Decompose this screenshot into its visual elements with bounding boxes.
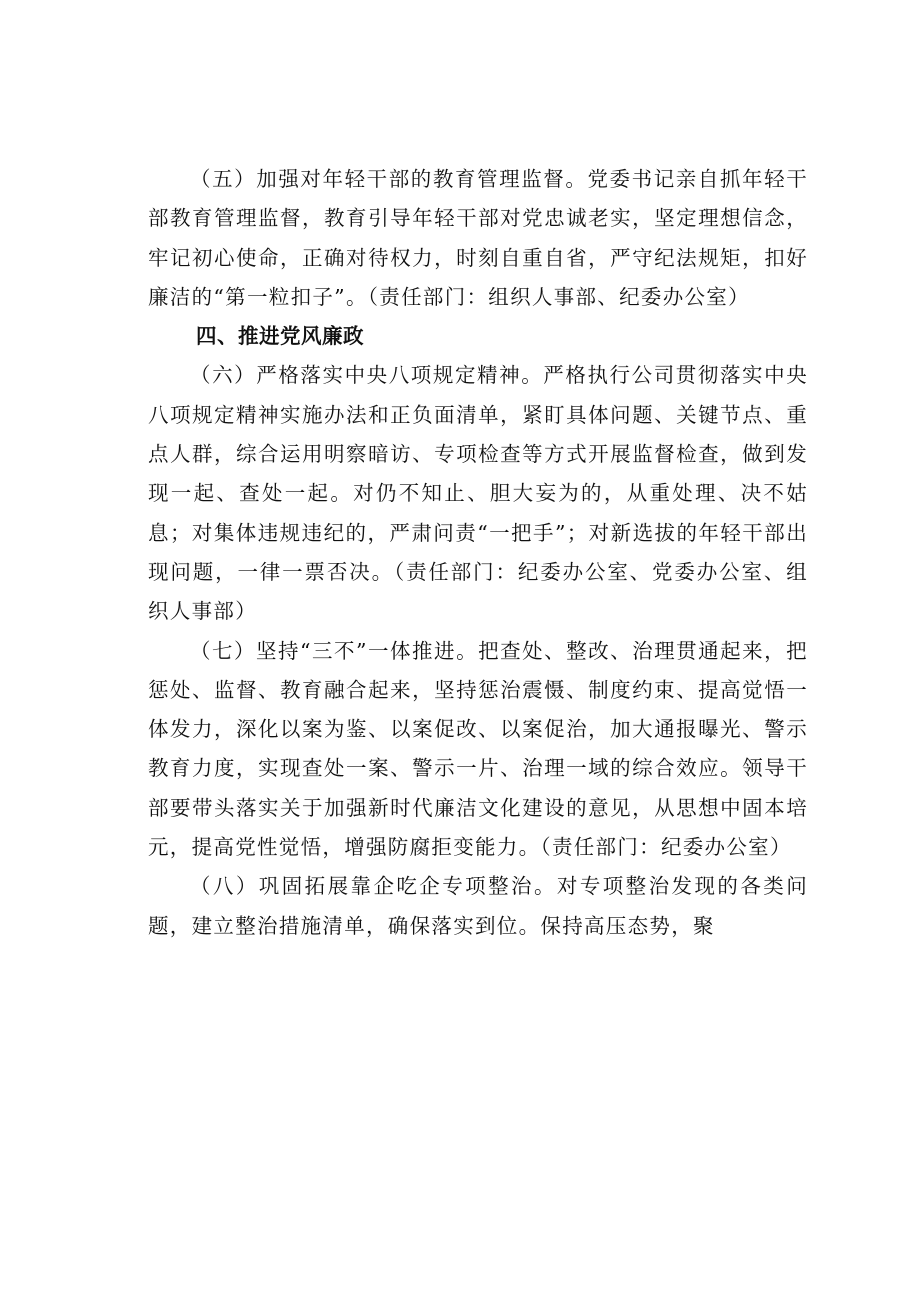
paragraph-6-eight-point-regulations: （六）严格落实中央八项规定精神。严格执行公司贯彻落实中央八项规定精神实施办法和正负面清单，紧盯具体问题、关键节点、重点人群，综合运用明察暗访、专项检查等方式开展监督检查，做到发现一起、查处一起。对仍不知止、胆大妄为的，从重处理、决不姑息；对集体违规违纪的，严肃问责“一把手”；对新选拔的年轻干部出现问题，一律一票否决。（责任部门：纪委办公室、党委办公室、组织人事部） — [148, 363, 808, 624]
paragraph-5-youth-cadre-supervision: （五）加强对年轻干部的教育管理监督。党委书记亲自抓年轻干部教育管理监督，教育引导年轻干部对党忠诚老实，坚定理想信念，牢记初心使命，正确对待权力，时刻自重自省，严守纪法规矩，扣好廉洁的“第一粒扣子”。（责任部门：组织人事部、纪委办公室） — [148, 167, 808, 309]
paragraph-7-three-nos-integration: （七）坚持“三不”一体推进。把查处、整改、治理贯通起来，把惩处、监督、教育融合起来，坚持惩治震慑、制度约束、提高觉悟一体发力，深化以案为鉴、以案促改、以案促治，加大通报曝光、警示教育力度，实现查处一案、警示一片、治理一域的综合效应。领导干部要带头落实关于加强新时代廉洁文化建设的意见，从思想中固本培元，提高党性觉悟，增强防腐拒变能力。（责任部门：纪委办公室） — [148, 638, 808, 860]
paragraph-8-enterprise-rectification: （八）巩固拓展靠企吃企专项整治。对专项整治发现的各类问题，建立整治措施清单，确保落实到位。保持高压态势，聚 — [148, 874, 808, 938]
document-body — [148, 160, 808, 946]
section-heading-party-conduct: 四、推进党风廉政 — [196, 324, 364, 349]
